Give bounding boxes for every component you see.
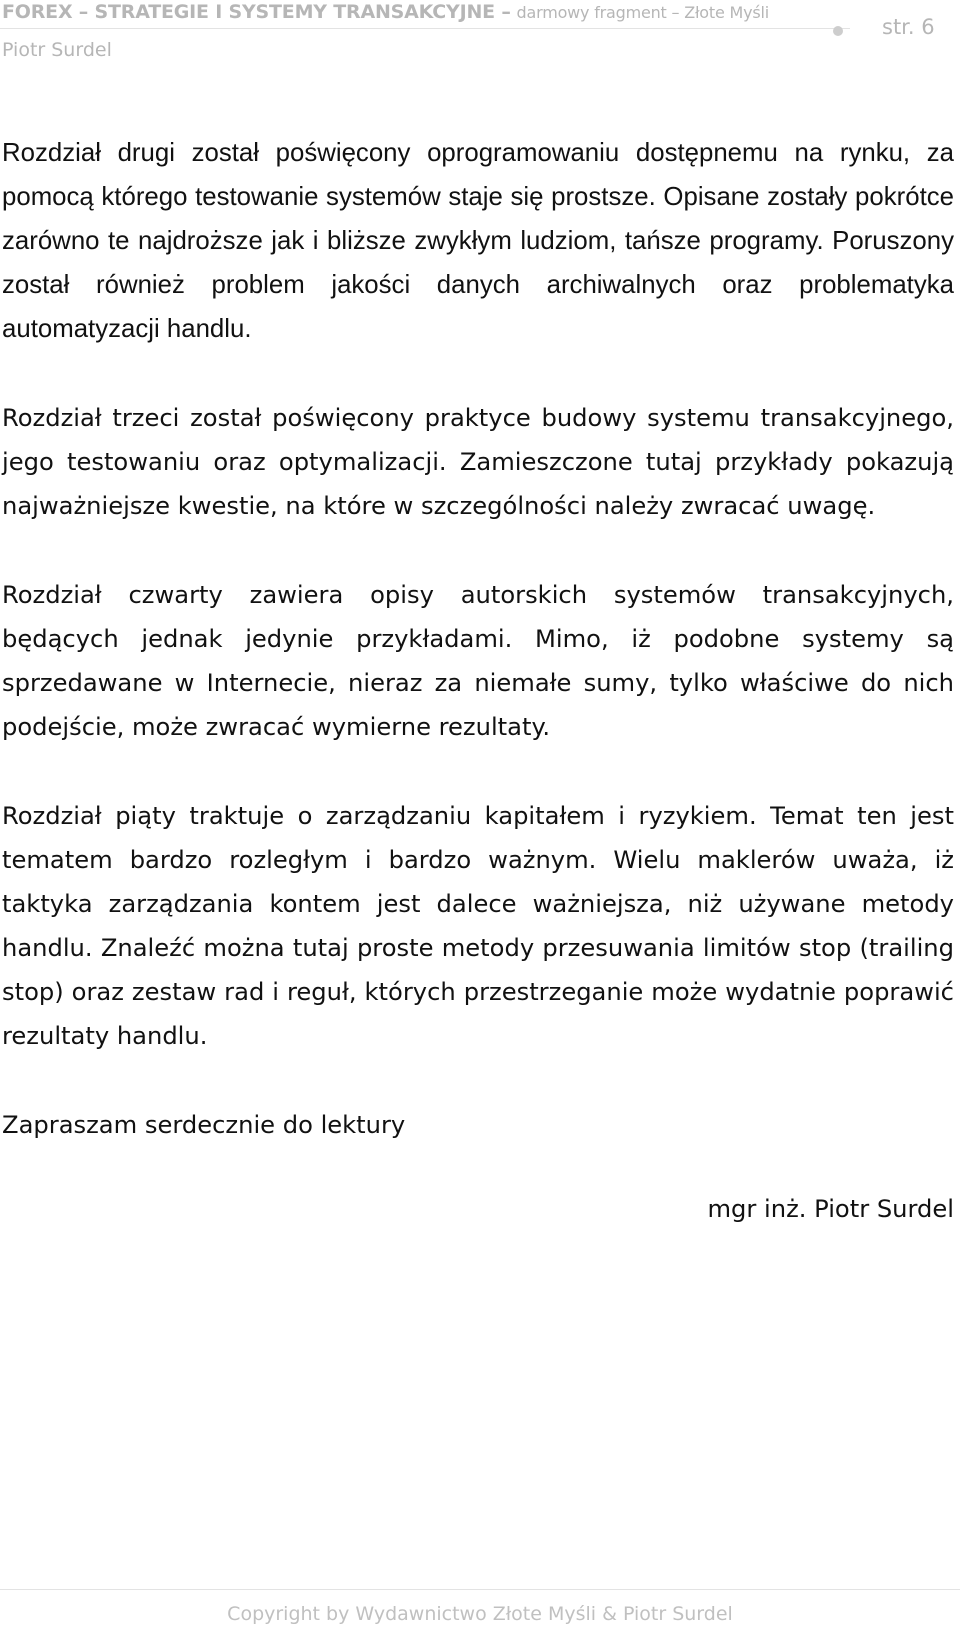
page-number: str. 6 (882, 15, 935, 39)
document-body (2, 131, 954, 1231)
header-title (2, 0, 769, 25)
header-title-sub: darmowy fragment – Złote Myśli (516, 3, 769, 22)
author-signature: mgr inż. Piotr Surdel (707, 1195, 954, 1223)
footer-copyright: Copyright by Wydawnictwo Złote Myśli & Piotr Surdel (227, 1603, 733, 1625)
header-divider (0, 28, 850, 29)
paragraph-chapter-four: Rozdział czwarty zawiera opisy autorskich systemów transakcyjnych, będących jednak jedynie przykładami. Mimo, iż podobne systemy są sprzedawane w Internecie, nieraz za niemałe sumy, tylko właściwe do nich podejście, może zwracać wymierne rezultaty. (2, 581, 954, 741)
paragraph-chapter-five: Rozdział piąty traktuje o zarządzaniu kapitałem i ryzykiem. Temat ten jest tematem bardzo rozległym i bardzo ważnym. Wielu maklerów uważa, iż taktyka zarządzania kontem jest dalece ważniejsza, niż używane metody handlu. Znaleźć można tutaj proste metody przesuwania limitów stop (trailing stop) oraz zestaw rad i reguł, których przestrzeganie może wydatnie poprawić rezultaty handlu. (2, 802, 954, 1050)
paragraph-chapter-three: Rozdział trzeci został poświęcony praktyce budowy systemu transakcyjnego, jego testowaniu oraz optymalizacji. Zamieszczone tutaj przykłady pokazują najważniejsze kwestie, na które w szczególności należy zwracać uwagę. (2, 404, 954, 520)
closing-line: Zapraszam serdecznie do lektury (2, 1111, 406, 1139)
header-title-main: FOREX – STRATEGIE I SYSTEMY TRANSAKCYJNE – (2, 1, 511, 23)
bullet-icon (833, 26, 843, 36)
footer-divider (0, 1589, 960, 1590)
paragraph-chapter-two: Rozdział drugi został poświęcony oprogramowaniu dostępnemu na rynku, za pomocą którego testowanie systemów staje się prostsze. Opisane zostały pokrótce zarówno te najdroższe jak i bliższe zwykłym ludziom, tańsze programy. Poruszony został również problem jakości danych archiwalnych oraz problematyka automatyzacji handlu. (2, 139, 954, 343)
page-header (0, 0, 960, 80)
header-author: Piotr Surdel (2, 39, 112, 61)
